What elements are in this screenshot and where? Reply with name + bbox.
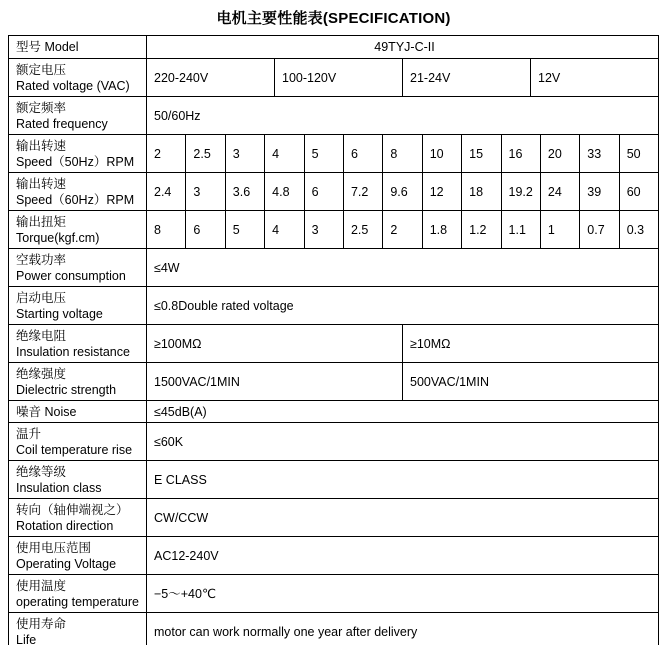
label-text: 型号 Model [16,40,79,54]
label-en: operating temperature [16,594,139,609]
rotation-direction-value: CW/CCW [146,499,658,536]
torque-value: 1.8 [422,211,461,248]
label-zh: 绝缘强度 [16,366,67,381]
life-value: motor can work normally one year after delivery [146,613,658,645]
page-title: 电机主要性能表(SPECIFICATION) [216,10,451,27]
label-en: Torque(kgf.cm) [16,230,100,245]
row-rated-frequency [9,96,658,134]
label-zh: 使用温度 [16,578,67,593]
dielectric-strength-label [9,363,146,400]
operating-temperature-value: −5～+40℃ [146,575,658,612]
row-life [9,612,658,645]
row-model [9,36,658,58]
operating-temperature-label [9,575,146,612]
label-zh: 额定频率 [16,100,67,115]
speed-50hz-value: 50 [619,135,658,172]
label-en: Speed（60Hz）RPM [16,192,135,207]
dielectric-strength-value: 1500VAC/1MIN [146,363,402,400]
row-operating-temperature [9,574,658,612]
label-en: Insulation resistance [16,344,130,359]
temp-rise-label [9,423,146,460]
row-insulation-class [9,460,658,498]
torque-value: 2.5 [343,211,382,248]
torque-value: 4 [264,211,303,248]
speed-60hz-value: 7.2 [343,173,382,210]
torque-value: 2 [382,211,421,248]
label-zh: 使用寿命 [16,616,67,631]
speed-50hz-value: 6 [343,135,382,172]
speed-50hz-value: 3 [225,135,264,172]
speed-50hz-label [9,135,146,172]
speed-60hz-value: 9.6 [382,173,421,210]
rated-voltage-value: 12V [530,59,658,96]
speed-60hz-value: 3 [185,173,224,210]
torque-value: 6 [185,211,224,248]
speed-60hz-value: 19.2 [501,173,540,210]
rated-voltage-value: 21-24V [402,59,530,96]
rated-voltage-value: 100-120V [274,59,402,96]
torque-value: 3 [304,211,343,248]
speed-50hz-value: 33 [579,135,618,172]
torque-value: 0.7 [579,211,618,248]
starting-voltage-value: ≤0.8Double rated voltage [146,287,658,324]
torque-label [9,211,146,248]
specification-table [8,35,659,645]
power-consumption-value: ≤4W [146,249,658,286]
speed-60hz-value: 2.4 [146,173,185,210]
speed-50hz-value: 2.5 [185,135,224,172]
speed-50hz-value: 4 [264,135,303,172]
label-en: Rated frequency [16,116,108,131]
label-zh: 输出转速 [16,138,67,153]
operating-voltage-label [9,537,146,574]
label-en: Rated voltage (VAC) [16,78,130,93]
label-zh: 启动电压 [16,290,67,305]
rated-frequency-value: 50/60Hz [146,97,658,134]
row-temp-rise [9,422,658,460]
label-en: Starting voltage [16,306,103,321]
label-en: Power consumption [16,268,126,283]
label-zh: 输出扭矩 [16,214,67,229]
life-label [9,613,146,645]
speed-60hz-value: 3.6 [225,173,264,210]
speed-50hz-value: 2 [146,135,185,172]
insulation-class-label [9,461,146,498]
label-zh: 使用电压范围 [16,540,92,555]
row-rotation-direction [9,498,658,536]
rated-frequency-label [9,97,146,134]
torque-value: 1.2 [461,211,500,248]
torque-value: 1.1 [501,211,540,248]
label-zh: 绝缘等级 [16,464,67,479]
speed-60hz-label [9,173,146,210]
speed-60hz-value: 4.8 [264,173,303,210]
speed-50hz-value: 10 [422,135,461,172]
rotation-direction-label [9,499,146,536]
label-text: 噪音 Noise [16,404,77,419]
row-torque [9,210,658,248]
speed-50hz-value: 20 [540,135,579,172]
row-speed-50hz [9,134,658,172]
row-operating-voltage [9,536,658,574]
label-zh: 转向（轴伸端视之） [16,502,129,517]
noise-value: ≤45dB(A) [146,401,658,422]
row-speed-60hz [9,172,658,210]
label-en: Insulation class [16,480,102,495]
label-zh: 温升 [16,426,42,441]
insulation-resistance-value: ≥10MΩ [402,325,658,362]
label-en: Coil temperature rise [16,442,133,457]
rated-voltage-value: 220-240V [146,59,274,96]
row-power-consumption [9,248,658,286]
starting-voltage-label [9,287,146,324]
speed-60hz-value: 39 [579,173,618,210]
label-en: Operating Voltage [16,556,117,571]
insulation-resistance-value: ≥100MΩ [146,325,402,362]
speed-60hz-value: 12 [422,173,461,210]
speed-60hz-value: 60 [619,173,658,210]
speed-50hz-value: 15 [461,135,500,172]
speed-50hz-value: 8 [382,135,421,172]
torque-value: 1 [540,211,579,248]
row-starting-voltage [9,286,658,324]
torque-value: 8 [146,211,185,248]
row-insulation-resistance [9,324,658,362]
operating-voltage-value: AC12-240V [146,537,658,574]
temp-rise-value: ≤60K [146,423,658,460]
row-dielectric-strength [9,362,658,400]
noise-label [9,401,146,422]
insulation-class-value: E CLASS [146,461,658,498]
label-en: Speed（50Hz）RPM [16,154,135,169]
speed-60hz-value: 6 [304,173,343,210]
power-consumption-label [9,249,146,286]
row-noise [9,400,658,422]
rated-voltage-label [9,59,146,96]
torque-value: 0.3 [619,211,658,248]
label-zh: 额定电压 [16,62,67,77]
row-rated-voltage [9,58,658,96]
label-zh: 绝缘电阻 [16,328,67,343]
label-en: Dielectric strength [16,382,117,397]
torque-value: 5 [225,211,264,248]
label-en: Life [16,632,37,645]
insulation-resistance-label [9,325,146,362]
model-label [9,36,146,58]
dielectric-strength-value: 500VAC/1MIN [402,363,658,400]
label-zh: 输出转速 [16,176,67,191]
speed-50hz-value: 16 [501,135,540,172]
label-zh: 空载功率 [16,252,67,267]
speed-60hz-value: 24 [540,173,579,210]
model-value: 49TYJ-C-II [146,36,658,58]
label-en: Rotation direction [16,518,114,533]
speed-50hz-value: 5 [304,135,343,172]
speed-60hz-value: 18 [461,173,500,210]
